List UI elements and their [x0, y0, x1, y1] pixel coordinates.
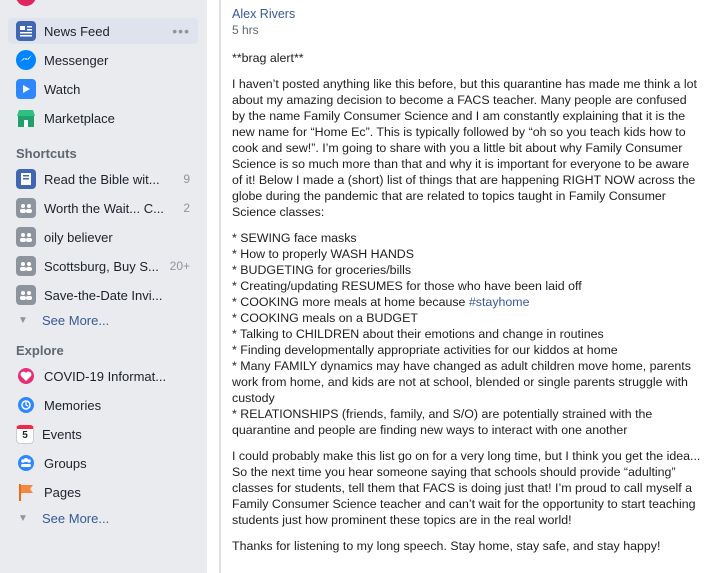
sidebar-item-shortcut[interactable]	[8, 253, 198, 279]
sidebar-item-shortcut[interactable]	[8, 166, 198, 192]
post-content	[232, 6, 702, 564]
sidebar-item-label: Watch	[44, 81, 81, 97]
sidebar-item-label: Scottsburg, Buy S...	[44, 258, 159, 274]
group-icon	[16, 285, 36, 305]
flag-icon	[16, 482, 36, 502]
sidebar-item-label: Marketplace	[44, 110, 115, 126]
group-icon	[16, 198, 36, 218]
sidebar-item-label: Worth the Wait... C...	[44, 200, 164, 216]
group-icon	[16, 256, 36, 276]
list-item: * BUDGETING for groceries/bills	[232, 263, 412, 277]
sidebar-item-shortcut[interactable]	[8, 224, 198, 250]
sidebar-item-pages[interactable]	[8, 479, 198, 505]
list-item: * Creating/updating RESUMES for those who have been laid off	[232, 279, 582, 293]
sidebar-item-label: Memories	[44, 397, 102, 413]
post-timestamp[interactable]: 5 hrs	[232, 23, 259, 37]
sidebar-item-memories[interactable]	[8, 392, 198, 418]
messenger-icon	[16, 50, 36, 70]
memories-icon	[16, 395, 36, 415]
sidebar-item-shortcut[interactable]	[8, 282, 198, 308]
post-list	[232, 230, 702, 438]
explore-heading: Explore	[16, 343, 64, 358]
sidebar-item-shortcut[interactable]	[8, 195, 198, 221]
watch-icon	[16, 79, 36, 99]
profile-icon[interactable]	[16, 0, 36, 6]
sidebar-item-label: Pages	[44, 484, 81, 500]
heart-icon	[16, 366, 36, 386]
list-item: * SEWING face masks	[232, 231, 357, 245]
list-item: * How to properly WASH HANDS	[232, 247, 415, 261]
post-author[interactable]: Alex Rivers	[232, 7, 296, 21]
see-more-shortcuts-link[interactable]	[18, 313, 109, 328]
sidebar-item-label: Read the Bible wit...	[44, 171, 160, 187]
list-item: * Many FAMILY dynamics may have changed as adult children move home, parents work from home, and kids are not at school, blended or single parents struggle with custody	[232, 359, 691, 405]
post-paragraph: I could probably make this list go on for a very long time, but I think you get the idea... So the next time you hear someone saying that schools should provide “adulting” classes for students, tell them that FACS is doing just that! I’m proud to call myself a Family Consumer Science teacher and can’t wait for the opportunity to start teaching students just how prominent these topics are in the real world!	[232, 449, 701, 527]
post-paragraph: Thanks for listening to my long speech. Stay home, stay safe, and stay happy!	[232, 539, 661, 553]
calendar-icon: 5	[16, 425, 34, 444]
sidebar-item-label: Save-the-Date Invi...	[44, 287, 163, 303]
sidebar-item-events[interactable]	[8, 421, 198, 447]
sidebar-item-label: Messenger	[44, 52, 109, 68]
sidebar-item-label: News Feed	[44, 23, 110, 39]
sidebar-item-news-feed[interactable]	[8, 18, 198, 44]
groups-icon	[16, 453, 36, 473]
sidebar-item-label: oily believer	[44, 229, 113, 245]
marketplace-icon	[16, 108, 36, 128]
see-more-explore-link[interactable]	[18, 511, 109, 526]
post-paragraph: I haven’t posted anything like this before, but this quarantine has made me think a lot about my amazing decision to become a FACS teacher. Many people are confused by the name Family Consumer Science and I am constantly explaining that it is the new name for “Home Ec”. This is typically followed by “oh so you teach kids how to cook and sew!”. I’m going to share with you a little bit about why Family Consumer Science is so much more than that and why it is important for everyone to be aware of it! Below I made a (short) list of things that are happening RIGHT NOW across the globe during the pandemic that are related to topics taught in Family Consumer Science classes:	[232, 77, 697, 219]
chevron-down-icon: ▼	[18, 315, 28, 326]
notification-count: 2	[183, 201, 190, 215]
group-icon	[16, 227, 36, 247]
sidebar-item-groups[interactable]	[8, 450, 198, 476]
sidebar-item-watch[interactable]	[8, 76, 198, 102]
left-sidebar	[0, 0, 207, 573]
list-item: * Finding developmentally appropriate activities for our kiddos at home	[232, 343, 618, 357]
list-item: * RELATIONSHIPS (friends, family, and S/O) are potentially strained with the quarantine and people are finding new ways to interact with one another	[232, 407, 653, 437]
see-more-label: See More...	[42, 511, 110, 526]
list-item: * COOKING meals on a BUDGET	[232, 311, 418, 325]
sidebar-item-label: Groups	[44, 455, 87, 471]
sidebar-item-label: COVID-19 Informat...	[44, 368, 167, 384]
sidebar-item-covid[interactable]	[8, 363, 198, 389]
post-panel	[207, 0, 721, 573]
notification-count: 20+	[169, 259, 190, 273]
book-icon	[16, 169, 36, 189]
news-feed-icon	[16, 21, 36, 41]
list-item: * Talking to CHILDREN about their emotions and change in routines	[232, 327, 604, 341]
sidebar-item-messenger[interactable]	[8, 47, 198, 73]
see-more-label: See More...	[42, 313, 110, 328]
sidebar-item-label: Events	[42, 426, 82, 442]
list-item	[232, 294, 702, 310]
notification-count: 9	[183, 172, 190, 186]
more-options-icon[interactable]: •••	[172, 23, 190, 39]
shortcuts-heading: Shortcuts	[16, 146, 77, 161]
hashtag-link[interactable]: #stayhome	[468, 295, 530, 309]
list-item-text: * COOKING more meals at home because	[232, 295, 469, 309]
post-paragraph: **brag alert**	[232, 51, 304, 65]
sidebar-item-marketplace[interactable]	[8, 105, 198, 131]
quote-divider	[219, 0, 221, 573]
chevron-down-icon: ▼	[18, 513, 28, 524]
